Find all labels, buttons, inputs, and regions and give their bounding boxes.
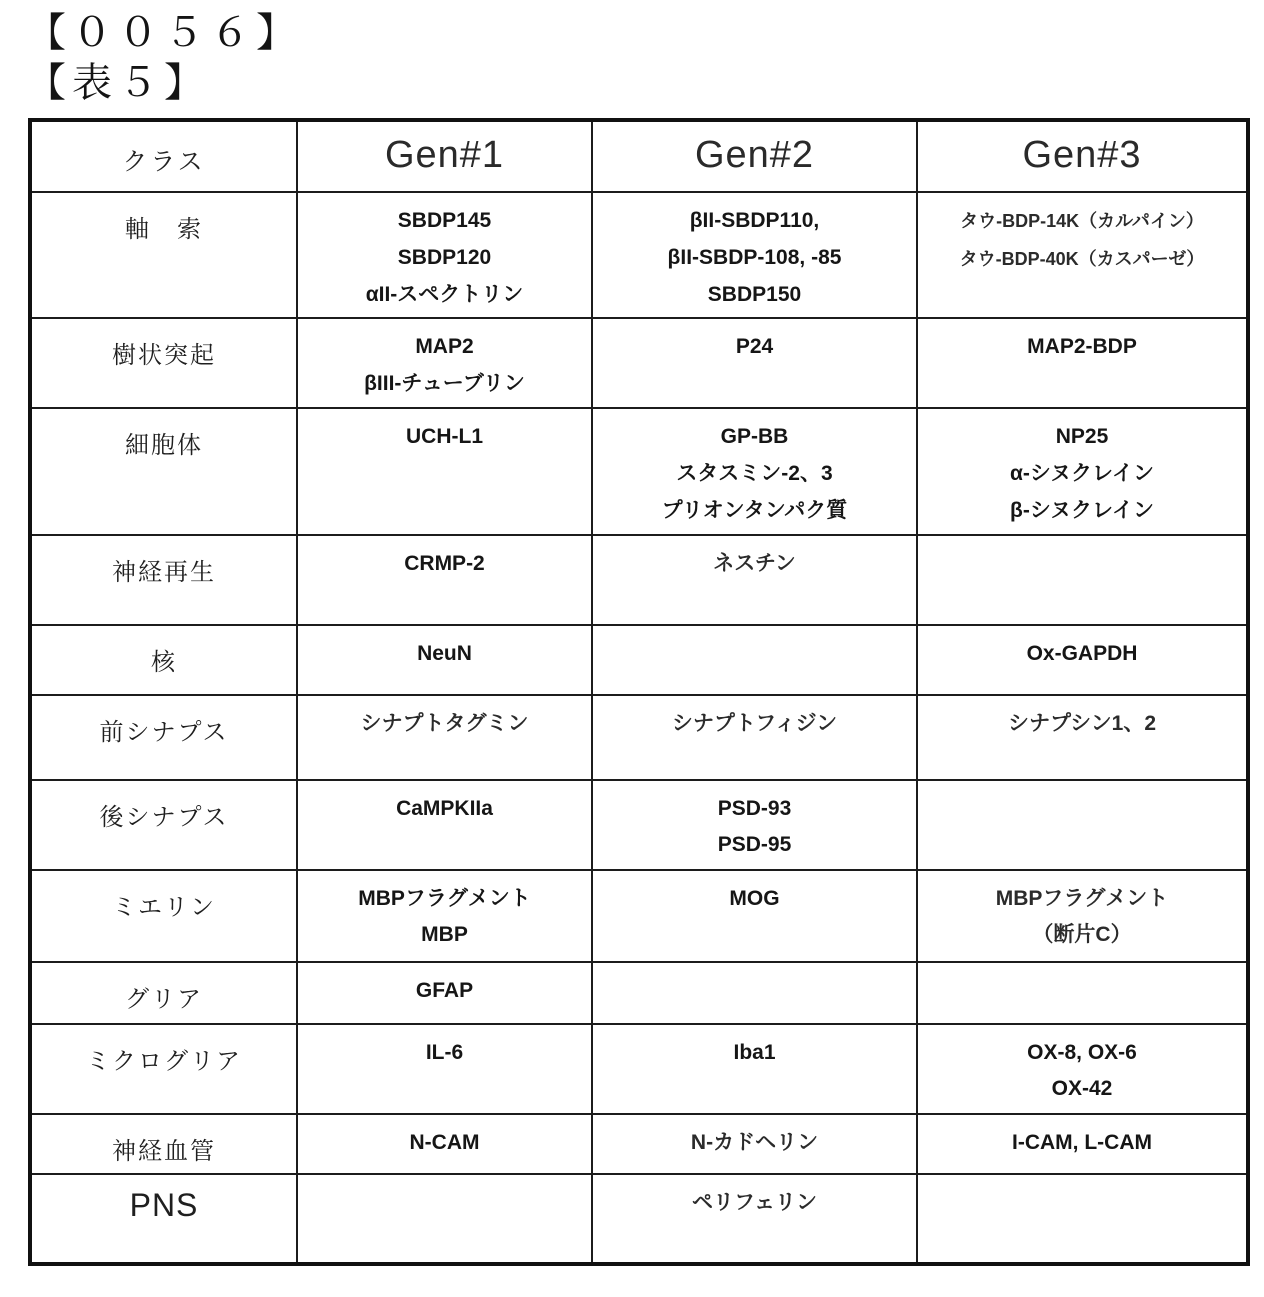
gen1-cell: SBDP145 SBDP120 αII-スペクトリン — [297, 192, 592, 318]
row-class-label: グリア — [30, 962, 297, 1024]
row-class-label: PNS — [30, 1174, 297, 1264]
table-row — [30, 962, 1248, 1024]
table-row — [30, 1174, 1248, 1264]
gen2-cell: MOG — [592, 870, 917, 962]
table-row — [30, 780, 1248, 870]
gen3-cell: Ox-GAPDH — [917, 625, 1248, 695]
table-row — [30, 535, 1248, 625]
gen2-cell: シナプトフィジン — [592, 695, 917, 780]
row-class-label: 神経血管 — [30, 1114, 297, 1174]
gen3-cell — [917, 962, 1248, 1024]
table-row — [30, 1024, 1248, 1114]
header-gen2: Gen#2 — [592, 120, 917, 192]
table-row — [30, 870, 1248, 962]
gen2-cell: N-カドヘリン — [592, 1114, 917, 1174]
gen3-cell: I-CAM, L-CAM — [917, 1114, 1248, 1174]
gen1-cell: IL-6 — [297, 1024, 592, 1114]
row-class-label: ミエリン — [30, 870, 297, 962]
header-row — [30, 120, 1248, 192]
gen3-cell: タウ-BDP-14K（カルパイン） タウ-BDP-40K（カスパーゼ） — [917, 192, 1248, 318]
gen1-cell — [297, 1174, 592, 1264]
gen3-cell: MBPフラグメント （断片C） — [917, 870, 1248, 962]
gen2-cell: Iba1 — [592, 1024, 917, 1114]
gen2-cell: PSD-93 PSD-95 — [592, 780, 917, 870]
gen1-cell: N-CAM — [297, 1114, 592, 1174]
table-row — [30, 625, 1248, 695]
gen1-cell: MAP2 βIII-チューブリン — [297, 318, 592, 408]
paragraph-number: 【００５６】 — [26, 10, 302, 55]
row-class-label: 前シナプス — [30, 695, 297, 780]
biomarker-table — [28, 118, 1250, 1266]
row-class-label: 神経再生 — [30, 535, 297, 625]
gen2-cell: ネスチン — [592, 535, 917, 625]
gen3-cell — [917, 1174, 1248, 1264]
gen1-cell: CRMP-2 — [297, 535, 592, 625]
table-row — [30, 192, 1248, 318]
table-label: 【表５】 — [26, 60, 210, 105]
gen2-cell: ペリフェリン — [592, 1174, 917, 1264]
row-class-label: 後シナプス — [30, 780, 297, 870]
gen2-cell — [592, 962, 917, 1024]
gen1-cell: CaMPKIIa — [297, 780, 592, 870]
header-gen1: Gen#1 — [297, 120, 592, 192]
table-row — [30, 318, 1248, 408]
gen1-cell: UCH-L1 — [297, 408, 592, 534]
gen3-cell — [917, 780, 1248, 870]
gen1-cell: GFAP — [297, 962, 592, 1024]
document-header — [0, 0, 1264, 108]
gen3-cell: OX-8, OX-6 OX-42 — [917, 1024, 1248, 1114]
gen2-cell — [592, 625, 917, 695]
row-class-label: 細胞体 — [30, 408, 297, 534]
row-class-label: ミクログリア — [30, 1024, 297, 1114]
table-row — [30, 1114, 1248, 1174]
gen2-cell: P24 — [592, 318, 917, 408]
row-class-label: 樹状突起 — [30, 318, 297, 408]
gen1-cell: NeuN — [297, 625, 592, 695]
header-gen3: Gen#3 — [917, 120, 1248, 192]
row-class-label: 核 — [30, 625, 297, 695]
gen3-cell: MAP2-BDP — [917, 318, 1248, 408]
gen3-cell: シナプシン1、2 — [917, 695, 1248, 780]
gen1-cell: シナプトタグミン — [297, 695, 592, 780]
row-class-label: 軸 索 — [30, 192, 297, 318]
header-class: クラス — [30, 120, 297, 192]
table-row — [30, 408, 1248, 534]
gen3-cell — [917, 535, 1248, 625]
gen2-cell: βII-SBDP110, βII-SBDP-108, -85 SBDP150 — [592, 192, 917, 318]
gen2-cell: GP-BB スタスミン-2、3 プリオンタンパク質 — [592, 408, 917, 534]
gen3-cell: NP25 α-シヌクレイン β-シヌクレイン — [917, 408, 1248, 534]
table-row — [30, 695, 1248, 780]
gen1-cell: MBPフラグメント MBP — [297, 870, 592, 962]
